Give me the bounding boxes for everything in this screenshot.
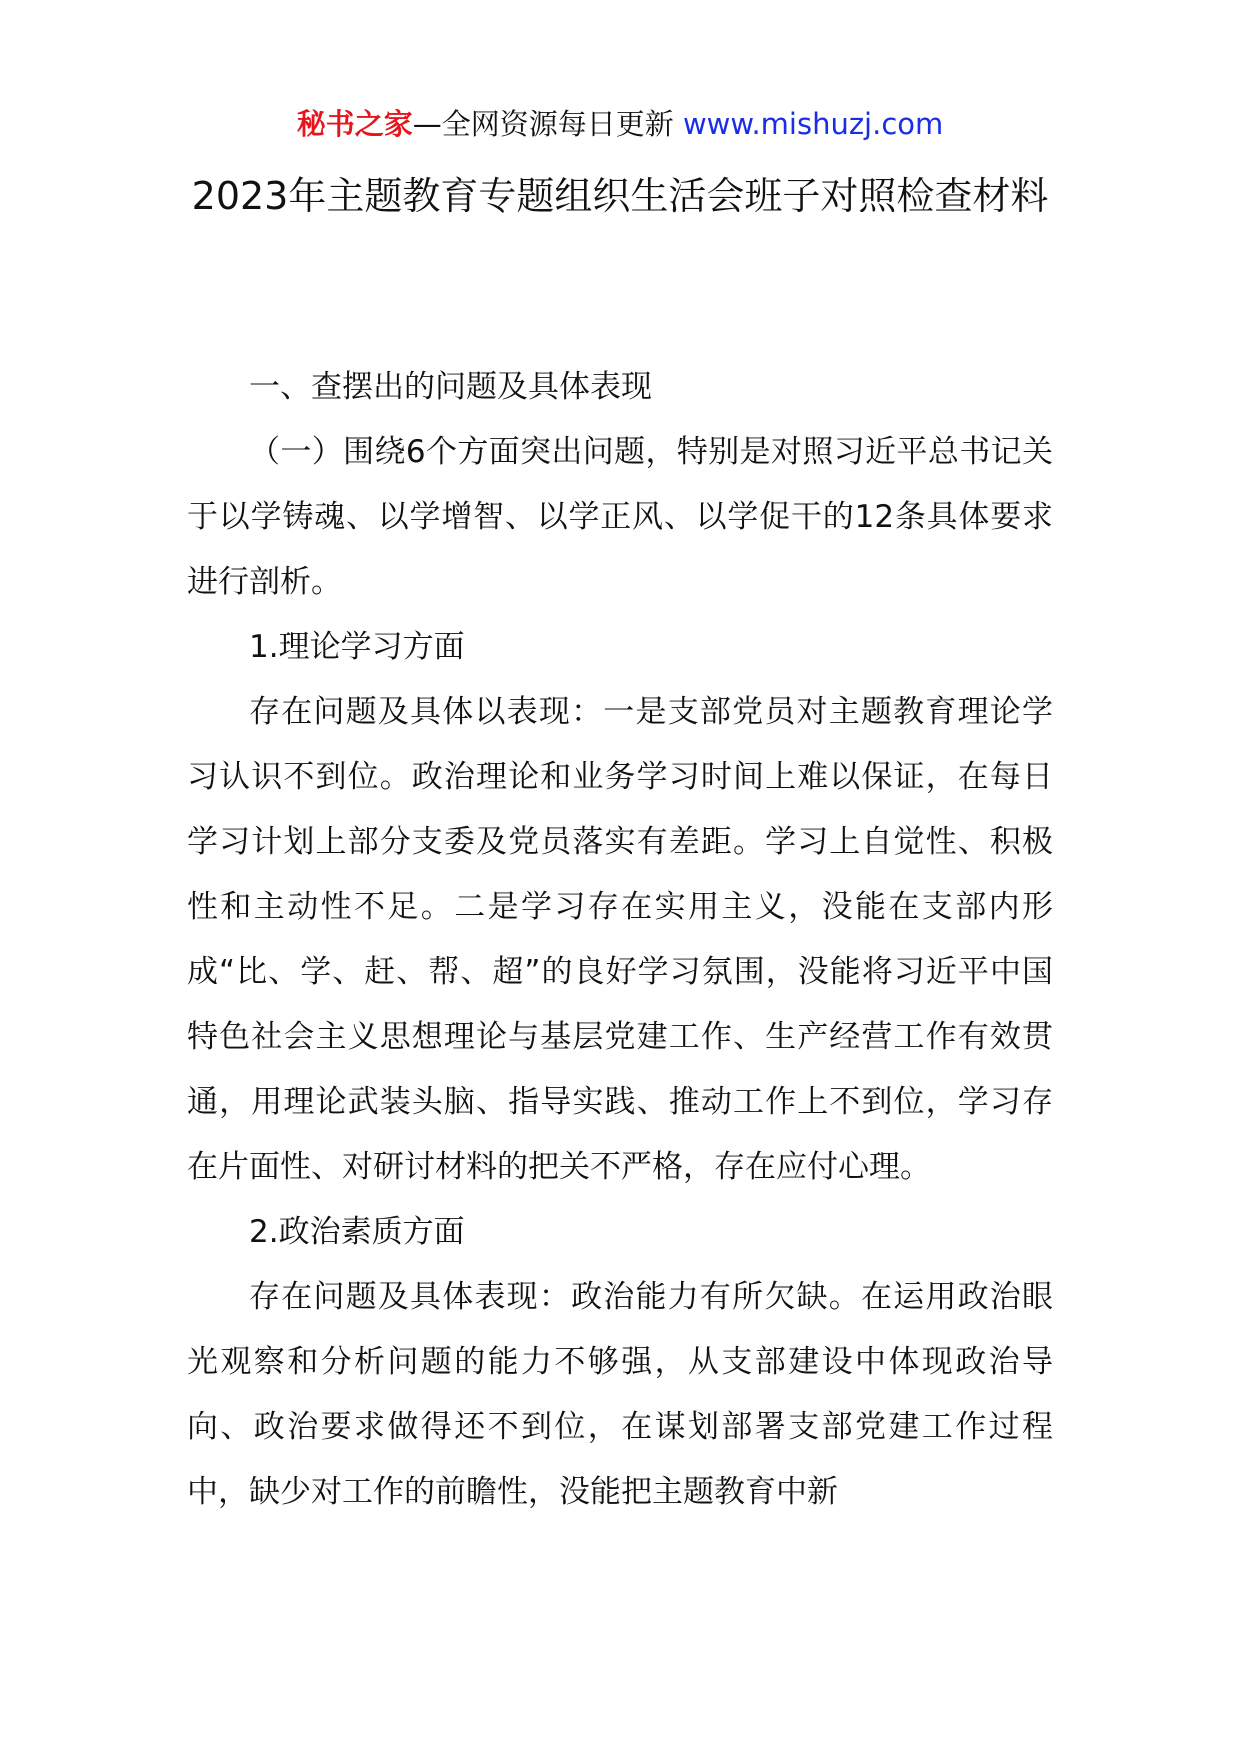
subsection-heading: 2.政治素质方面 [249, 1214, 465, 1250]
site-url-link[interactable]: www.mishuzj.com [682, 107, 944, 141]
paragraph: （一）围绕6个方面突出问题，特别是对照习近平总书记关于以学铸魂、以学增智、以学正风、以学促干的12条具体要求进行剖析。 [187, 434, 1053, 600]
site-header [0, 100, 1240, 148]
paragraph: 存在问题及具体以表现：一是支部党员对主题教育理论学习认识不到位。政治理论和业务学习时间上难以保证，在每日学习计划上部分支委及党员落实有差距。学习上自觉性、积极性和主动性不足。二是学习存在实用主义，没能在支部内形成“比、学、赶、帮、超”的良好学习氛围，没能将习近平中国特色社会主义思想理论与基层党建工作、生产经营工作有效贯通，用理论武装头脑、指导实践、推动工作上不到位，学习存在片面性、对研讨材料的把关不严格，存在应付心理。 [187, 694, 1053, 1185]
section-heading: 一、查摆出的问题及具体表现 [249, 369, 652, 405]
document-title: 2023年主题教育专题组织生活会班子对照检查材料 [191, 174, 1049, 218]
brand-name: 秘书之家 [296, 107, 413, 141]
document-body [187, 355, 1053, 1525]
paragraph: 存在问题及具体表现：政治能力有所欠缺。在运用政治眼光观察和分析问题的能力不够强，从支部建设中体现政治导向、政治要求做得还不到位，在谋划部署支部党建工作过程中，缺少对工作的前瞻性，没能把主题教育中新 [187, 1279, 1053, 1510]
subsection-heading: 1.理论学习方面 [249, 629, 465, 665]
header-tagline: —全网资源每日更新 [412, 107, 674, 141]
